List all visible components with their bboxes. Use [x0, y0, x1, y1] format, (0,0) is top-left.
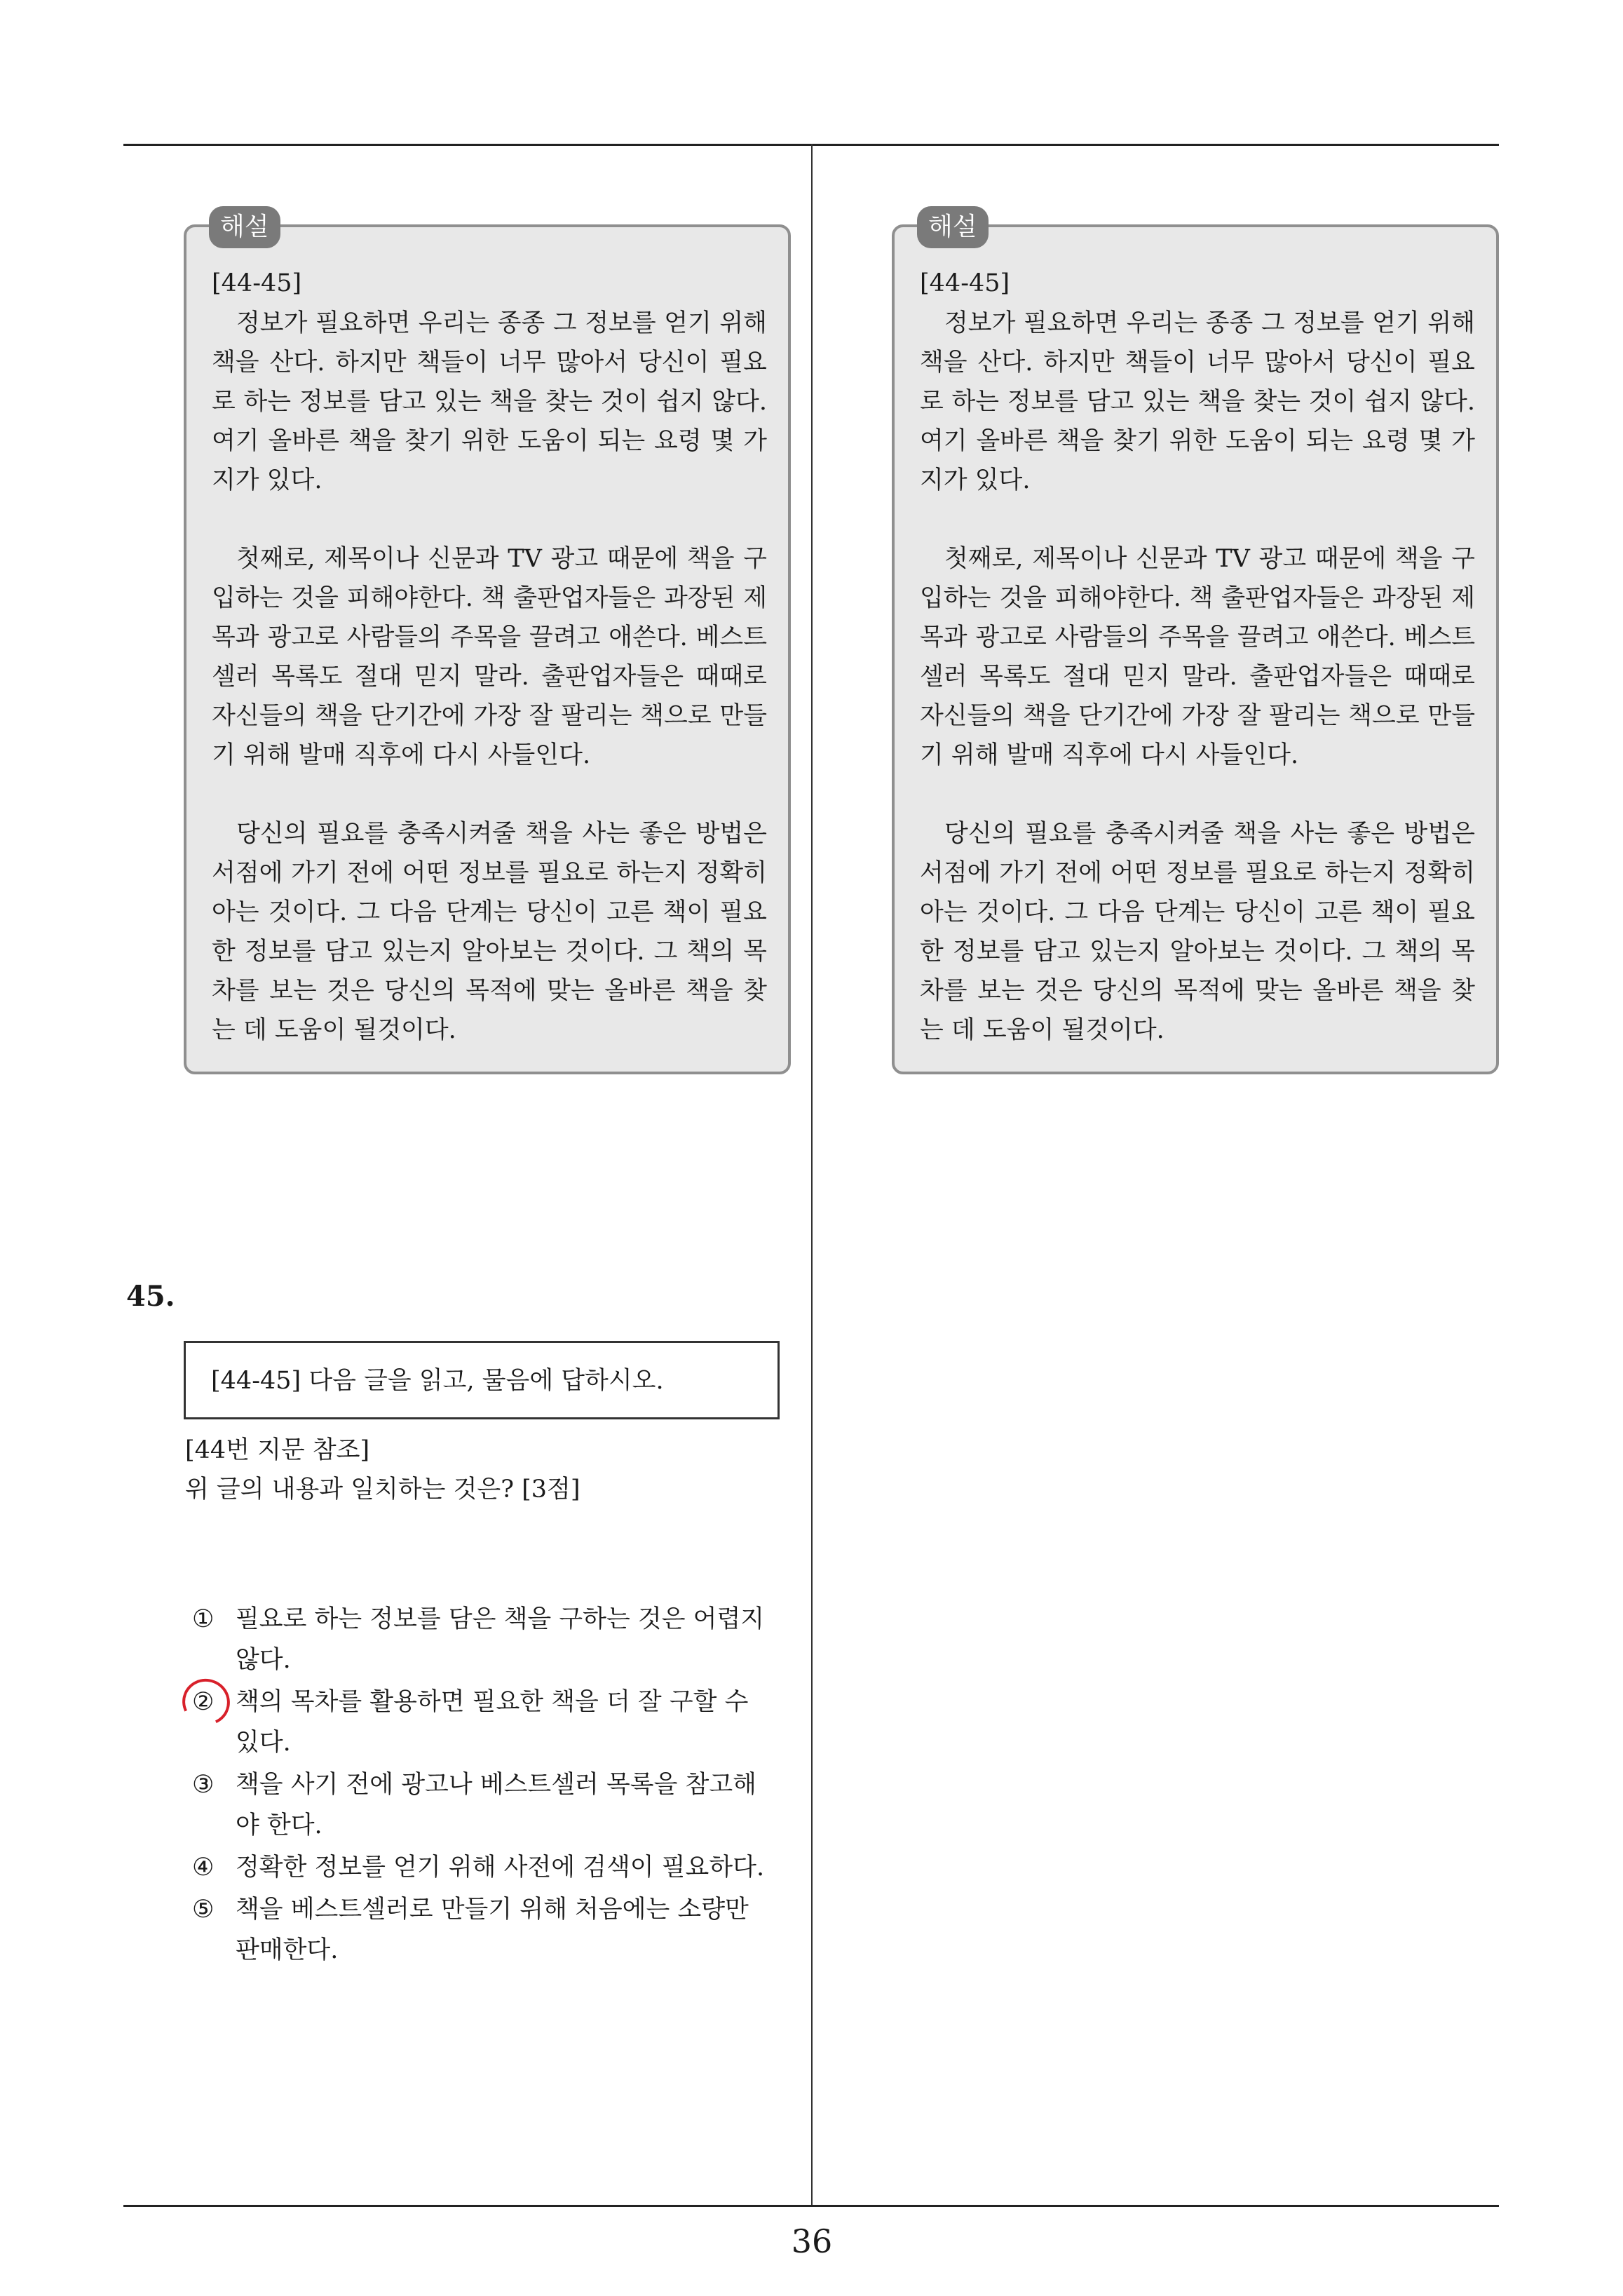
explanation-paragraph: 첫째로, 제목이나 신문과 TV 광고 때문에 책을 구입하는 것을 피해야한다. 책 출판업자들은 과장된 제목과 광고로 사람들의 주목을 끌려고 애쓴다. 베스트셀러 목록도 절대 믿지 말라. 출판업자들은 때때로 자신들의 책을 단기간에 가장 잘 팔리는 책으로 만들기 위해 발매 직후에 다시 사들인다. — [920, 545, 1475, 769]
question-number: 45. — [126, 1280, 175, 1313]
choice-2[interactable] — [192, 1682, 767, 1763]
choice-number: ⑤ — [192, 1896, 215, 1924]
explanation-paragraph: 당신의 필요를 충족시켜줄 책을 사는 좋은 방법은 서점에 가기 전에 어떤 정보를 필요로 하는지 정확히 아는 것이다. 그 다음 단계는 당신이 고른 책이 필요한 정보를 담고 있는지 알아보는 것이다. 그 책의 목차를 보는 것은 당신의 목적에 맞는 올바른 책을 찾는 데 도움이 될것이다. — [920, 820, 1475, 1044]
choice-text: 책을 사기 전에 광고나 베스트셀러 목록을 참고해야 한다. — [236, 1771, 756, 1839]
choice-3[interactable] — [192, 1764, 767, 1846]
column-divider — [811, 144, 813, 2206]
explanation-box-left — [184, 212, 791, 1074]
choice-text: 필요로 하는 정보를 담은 책을 구하는 것은 어렵지 않다. — [236, 1605, 765, 1674]
choice-5[interactable] — [192, 1889, 767, 1971]
instruction-box: [44-45] 다음 글을 읽고, 물음에 답하시오. — [184, 1341, 780, 1419]
choice-text: 책의 목차를 활용하면 필요한 책을 더 잘 구할 수 있다. — [236, 1688, 749, 1757]
bottom-rule — [123, 2205, 1499, 2207]
choice-text: 책을 베스트셀러로 만들기 위해 처음에는 소량만 판매한다. — [236, 1896, 749, 1964]
explanation-paragraph: 정보가 필요하면 우리는 종종 그 정보를 얻기 위해 책을 산다. 하지만 책들이 너무 많아서 당신이 필요로 하는 정보를 담고 있는 책을 찾는 것이 쉽지 않다. 여기 올바른 책을 찾기 위한 도움이 되는 요령 몇 가지가 있다. — [920, 309, 1475, 494]
choice-number: ① — [192, 1605, 215, 1633]
explanation-paragraph: 당신의 필요를 충족시켜줄 책을 사는 좋은 방법은 서점에 가기 전에 어떤 정보를 필요로 하는지 정확히 아는 것이다. 그 다음 단계는 당신이 고른 책이 필요한 정보를 담고 있는지 알아보는 것이다. 그 책의 목차를 보는 것은 당신의 목적에 맞는 올바른 책을 찾는 데 도움이 될것이다. — [212, 820, 767, 1044]
choice-number: ④ — [192, 1853, 215, 1882]
explanation-badge: 해설 — [209, 206, 280, 248]
explanation-paragraph: 첫째로, 제목이나 신문과 TV 광고 때문에 책을 구입하는 것을 피해야한다. 책 출판업자들은 과장된 제목과 광고로 사람들의 주목을 끌려고 애쓴다. 베스트셀러 목록도 절대 믿지 말라. 출판업자들은 때때로 자신들의 책을 단기간에 가장 잘 팔리는 책으로 만들기 위해 발매 직후에 다시 사들인다. — [212, 545, 767, 769]
explanation-ref: [44-45] — [212, 269, 302, 297]
explanation-badge: 해설 — [917, 206, 989, 248]
choice-number: ② — [192, 1688, 215, 1716]
passage-reference: [44번 지문 참조] — [185, 1436, 370, 1464]
choice-1[interactable] — [192, 1599, 767, 1680]
choice-text: 정확한 정보를 얻기 위해 사전에 검색이 필요하다. — [236, 1853, 765, 1882]
choice-number: ③ — [192, 1771, 215, 1799]
choice-4[interactable] — [192, 1847, 767, 1888]
explanation-ref: [44-45] — [920, 269, 1010, 297]
choice-list — [192, 1599, 767, 1972]
question-text: 위 글의 내용과 일치하는 것은? [3점] — [185, 1475, 580, 1504]
explanation-paragraph: 정보가 필요하면 우리는 종종 그 정보를 얻기 위해 책을 산다. 하지만 책들이 너무 많아서 당신이 필요로 하는 정보를 담고 있는 책을 찾는 것이 쉽지 않다. 여기 올바른 책을 찾기 위한 도움이 되는 요령 몇 가지가 있다. — [212, 309, 767, 494]
page-number: 36 — [791, 2222, 833, 2260]
explanation-box-right — [892, 212, 1499, 1074]
